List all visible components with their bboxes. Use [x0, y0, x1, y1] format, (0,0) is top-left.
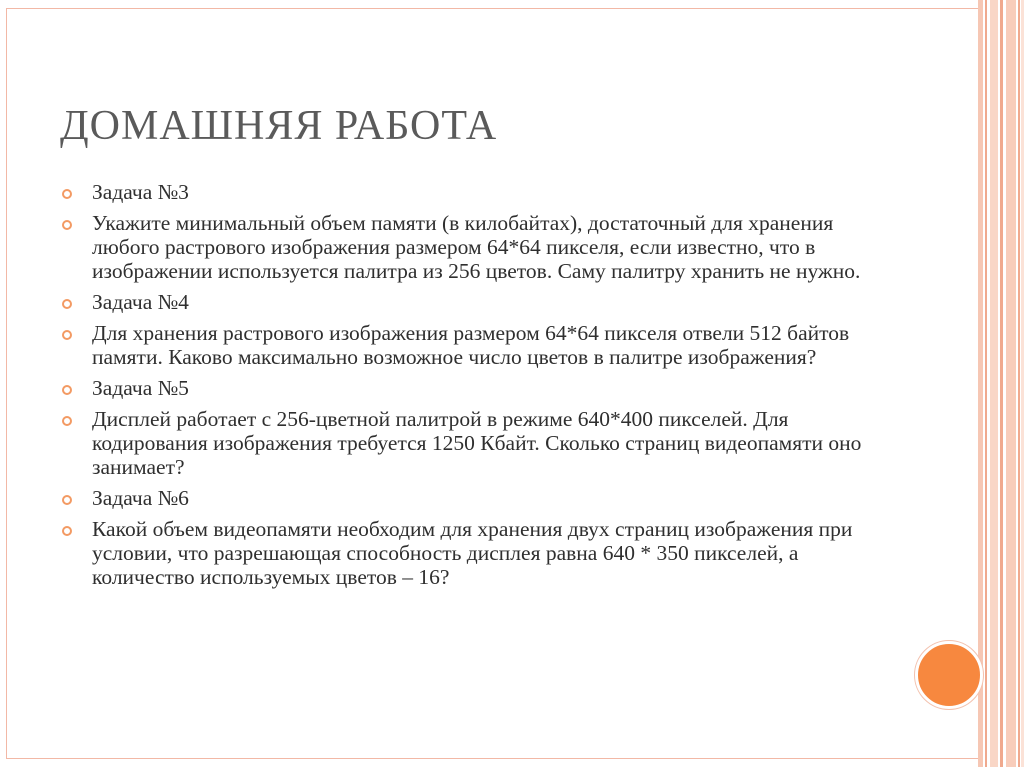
task-heading: Задача №6 [92, 486, 189, 510]
frame-border-bottom [6, 758, 978, 759]
bullet-ring-icon [62, 416, 72, 426]
list-item [62, 486, 882, 510]
frame-border-top [6, 8, 978, 9]
task-list [62, 180, 882, 596]
decor-stripe [1000, 0, 1003, 767]
decor-stripe [1018, 0, 1020, 767]
bullet-ring-icon [62, 299, 72, 309]
list-item [62, 376, 882, 400]
bullet-ring-icon [62, 526, 72, 536]
task-heading: Задача №3 [92, 180, 189, 204]
frame-border-left [6, 8, 7, 759]
decor-stripe [978, 0, 983, 767]
decor-stripe [1006, 0, 1016, 767]
list-item [62, 321, 882, 369]
task-text: Для хранения растрового изображения размером 64*64 пикселя отвели 512 байтов памяти. Каково максимально возможное число цветов в палитре изображения? [92, 321, 850, 369]
bullet-ring-icon [62, 330, 72, 340]
task-heading: Задача №5 [92, 376, 189, 400]
bullet-ring-icon [62, 495, 72, 505]
task-heading: Задача №4 [92, 290, 189, 314]
task-text: Какой объем видеопамяти необходим для хранения двух страниц изображения при условии, что разрешающая способность дисплея равна 640 * 350 пикселей, а количество используемых цветов – 16? [92, 517, 853, 589]
bullet-ring-icon [62, 189, 72, 199]
task-text: Дисплей работает с 256-цветной палитрой в режиме 640*400 пикселей. Для кодирования изображения требуется 1250 Кбайт. Сколько страниц видеопамяти оно занимает? [92, 407, 862, 479]
list-item [62, 517, 882, 589]
list-item [62, 180, 882, 204]
bullet-ring-icon [62, 385, 72, 395]
decor-stripe [985, 0, 987, 767]
slide-title: ДОМАШНЯЯ РАБОТА [60, 103, 498, 149]
list-item [62, 290, 882, 314]
bullet-ring-icon [62, 220, 72, 230]
list-item [62, 211, 882, 283]
task-text: Укажите минимальный объем памяти (в килобайтах), достаточный для хранения любого растрового изображения размером 64*64 пикселя, если известно, что в изображении используется палитра из 256 цветов. Саму палитру хранить не нужно. [92, 211, 861, 283]
decor-stripe [990, 0, 998, 767]
decor-circle [915, 641, 983, 709]
list-item [62, 407, 882, 479]
